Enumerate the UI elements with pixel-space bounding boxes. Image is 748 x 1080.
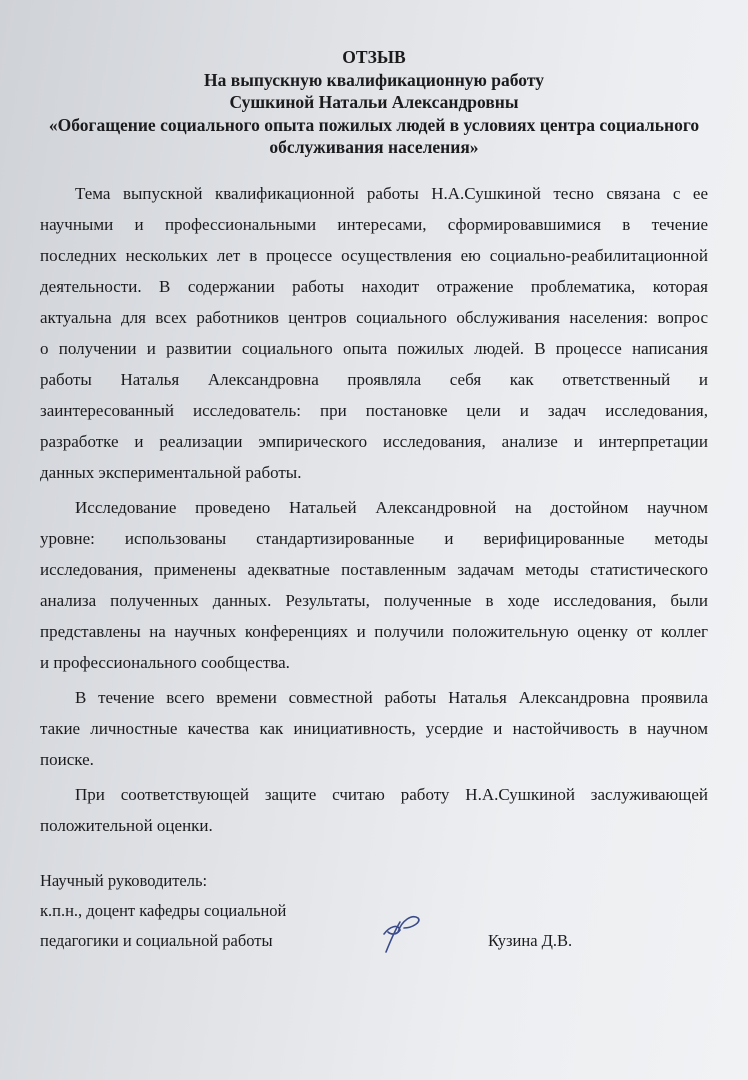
- paragraph-line: При соответствующей защите считаю работу Н.А.Сушкиной заслуживающей: [75, 785, 708, 804]
- handwritten-signature: [380, 912, 430, 956]
- paragraph-line: актуальна для всех работников центров социального обслуживания населения: вопрос: [40, 308, 708, 327]
- paragraph-line: поиске.: [40, 750, 94, 769]
- paragraph-line: разработке и реализации эмпирического исследования, анализе и интерпретации: [40, 432, 708, 451]
- document-header: [0, 46, 748, 159]
- review-paragraph: [40, 779, 708, 841]
- paragraph-line: положительной оценки.: [40, 816, 213, 835]
- paragraph-line: В течение всего времени совместной работы Наталья Александровна проявила: [75, 688, 708, 707]
- paragraph-line: и профессионального сообщества.: [40, 653, 290, 672]
- paragraph-line: работы Наталья Александровна проявляла себя как ответственный и: [40, 370, 708, 389]
- review-paragraph: [40, 178, 708, 488]
- review-paragraph: [40, 682, 708, 775]
- document-subtitle: На выпускную квалификационную работу: [204, 69, 544, 90]
- paragraph-line: Тема выпускной квалификационной работы Н.А.Сушкиной тесно связана с ее: [75, 184, 708, 203]
- paragraph-line: представлены на научных конференциях и получили положительную оценку от коллег: [40, 622, 708, 641]
- thesis-topic-line: обслуживания населения»: [269, 137, 479, 157]
- paragraph-line: исследования, применены адекватные поставленным задачам методы статистического: [40, 560, 708, 579]
- signature-block: [40, 866, 660, 956]
- supervisor-position: к.п.н., доцент кафедры социальной: [40, 901, 287, 920]
- paragraph-line: Исследование проведено Натальей Александровной на достойном научном: [75, 498, 708, 517]
- supervisor-role: Научный руководитель:: [40, 871, 208, 890]
- review-body: [40, 178, 708, 841]
- paragraph-line: анализа полученных данных. Результаты, полученные в ходе исследования, были: [40, 591, 708, 610]
- thesis-topic-line: «Обогащение социального опыта пожилых людей в условиях центра социального: [48, 114, 700, 135]
- document-title: ОТЗЫВ: [342, 47, 406, 67]
- supervisor-position: педагогики и социальной работы: [40, 931, 273, 950]
- review-paragraph: [40, 492, 708, 678]
- student-name: Сушкиной Натальи Александровны: [229, 92, 519, 112]
- paragraph-line: деятельности. В содержании работы находит отражение проблематика, которая: [40, 277, 708, 296]
- paragraph-line: данных экспериментальной работы.: [40, 463, 302, 482]
- paragraph-line: заинтересованный исследователь: при постановке цели и задач исследования,: [40, 401, 708, 420]
- paragraph-line: уровне: использованы стандартизированные и верифицированные методы: [40, 529, 708, 548]
- paragraph-line: последних нескольких лет в процессе осуществления ею социально-реабилитационной: [40, 246, 708, 265]
- paragraph-line: такие личностные качества как инициативность, усердие и настойчивость в научном: [40, 719, 708, 738]
- supervisor-name: Кузина Д.В.: [488, 931, 573, 950]
- paragraph-line: научными и профессиональными интересами, сформировавшимися в течение: [40, 215, 708, 234]
- paragraph-line: о получении и развитии социального опыта пожилых людей. В процессе написания: [40, 339, 708, 358]
